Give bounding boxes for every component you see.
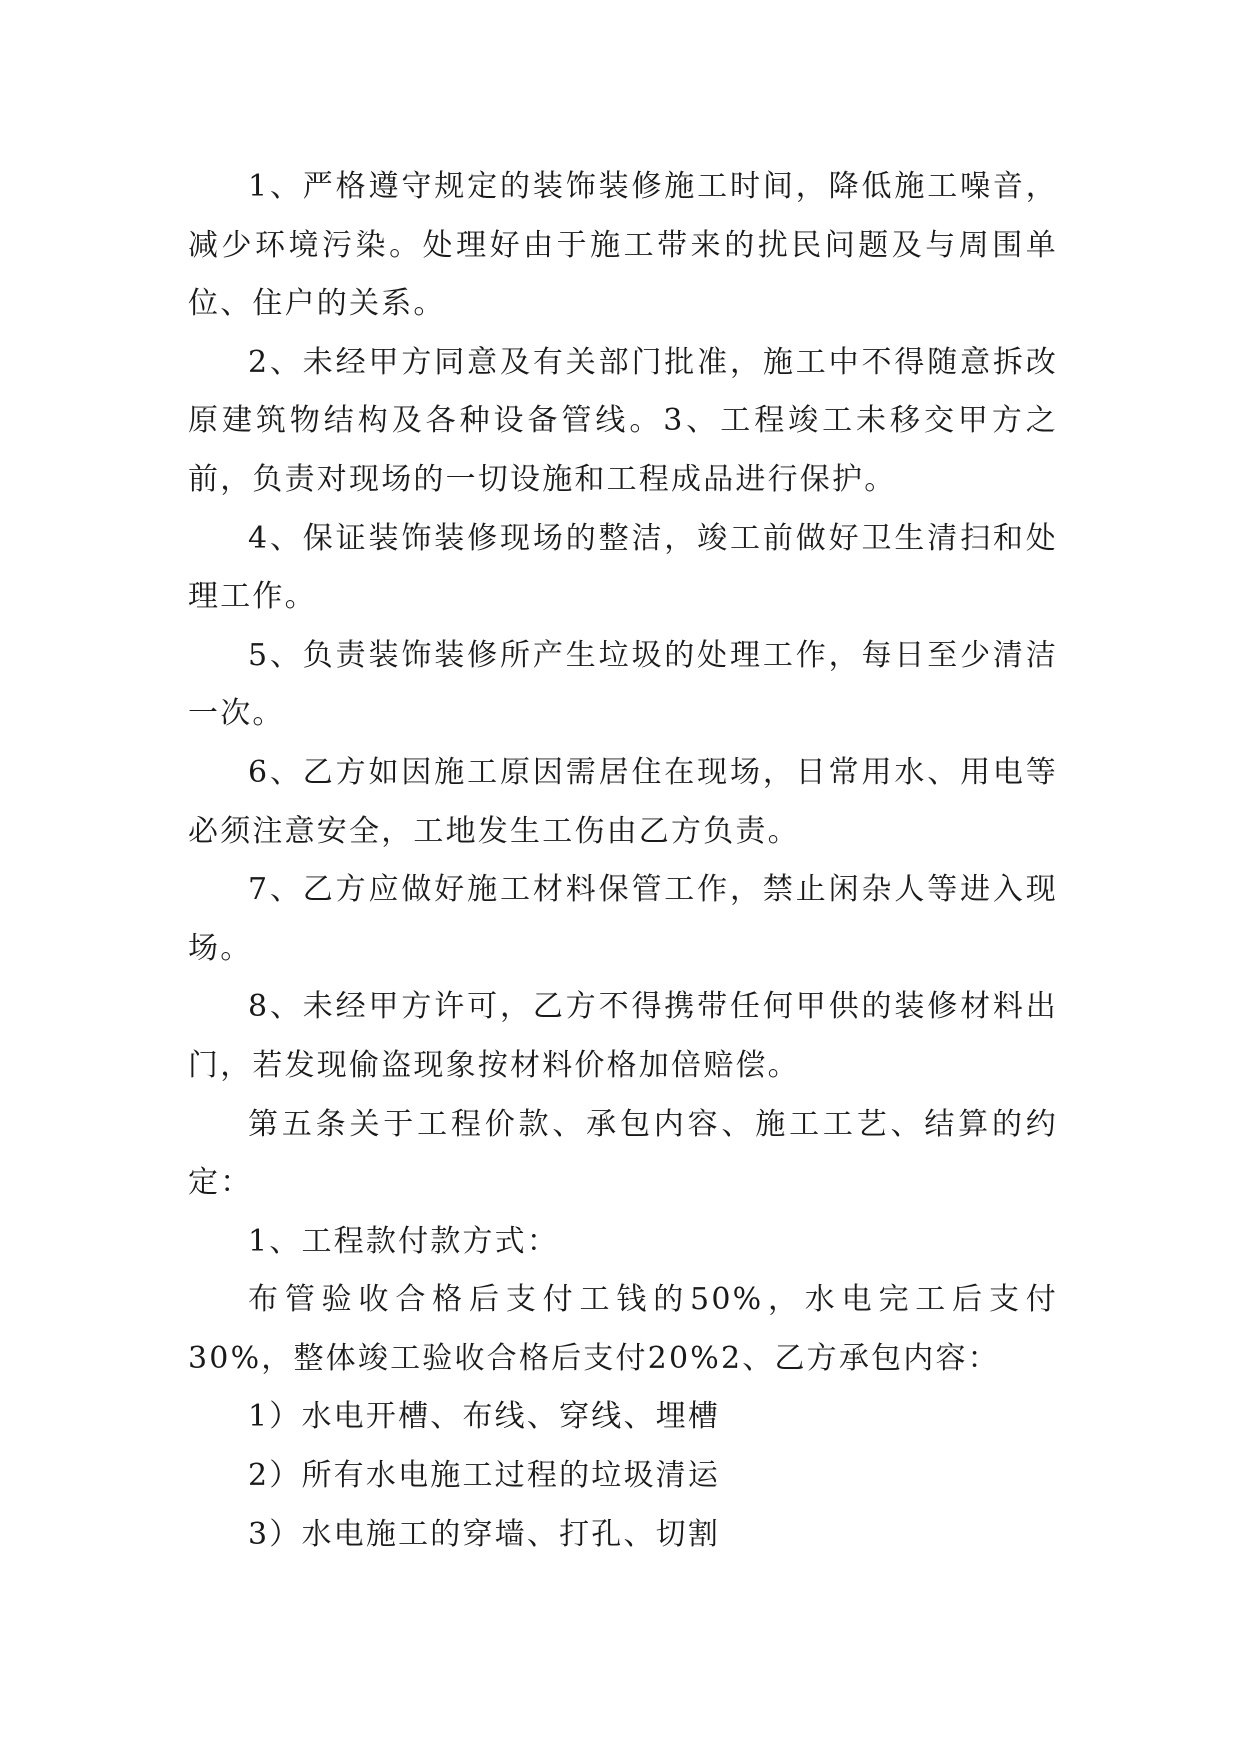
paragraph-clause-4: 4、保证装饰装修现场的整洁，竣工前做好卫生清扫和处理工作。	[188, 520, 1058, 615]
paragraph-clause-1: 1、严格遵守规定的装饰装修施工时间，降低施工噪音，减少环境污染。处理好由于施工带来的扰民问题及与周围单位、住户的关系。	[188, 169, 1058, 322]
paragraph-clause-2-3: 2、未经甲方同意及有关部门批准，施工中不得随意拆改原建筑物结构及各种设备管线。3、工程竣工未移交甲方之前，负责对现场的一切设施和工程成品进行保护。	[188, 344, 1058, 497]
scope-item-3: 3）水电施工的穿墙、打孔、切割	[248, 1516, 721, 1552]
scope-item-2: 2）所有水电施工过程的垃圾清运	[248, 1458, 721, 1494]
document-body	[188, 158, 1058, 1564]
paragraph-clause-8: 8、未经甲方许可，乙方不得携带任何甲供的装修材料出门，若发现偷盗现象按材料价格加倍赔偿。	[188, 989, 1058, 1083]
scope-item-1: 1）水电开槽、布线、穿线、埋槽	[248, 1399, 721, 1435]
payment-schedule-paragraph: 布管验收合格后支付工钱的50%，水电完工后支付30%，整体竣工验收合格后支付20%2、乙方承包内容：	[188, 1282, 1058, 1376]
paragraph-clause-5: 5、负责装饰装修所产生垃圾的处理工作，每日至少清洁一次。	[188, 637, 1058, 732]
article-five-heading: 第五条关于工程价款、承包内容、施工工艺、结算的约定：	[188, 1106, 1058, 1201]
paragraph-clause-7: 7、乙方应做好施工材料保管工作，禁止闲杂人等进入现场。	[188, 872, 1058, 966]
payment-method-heading: 1、工程款付款方式：	[248, 1223, 560, 1259]
paragraph-clause-6: 6、乙方如因施工原因需居住在现场，日常用水、用电等必须注意安全，工地发生工伤由乙方负责。	[188, 754, 1058, 849]
